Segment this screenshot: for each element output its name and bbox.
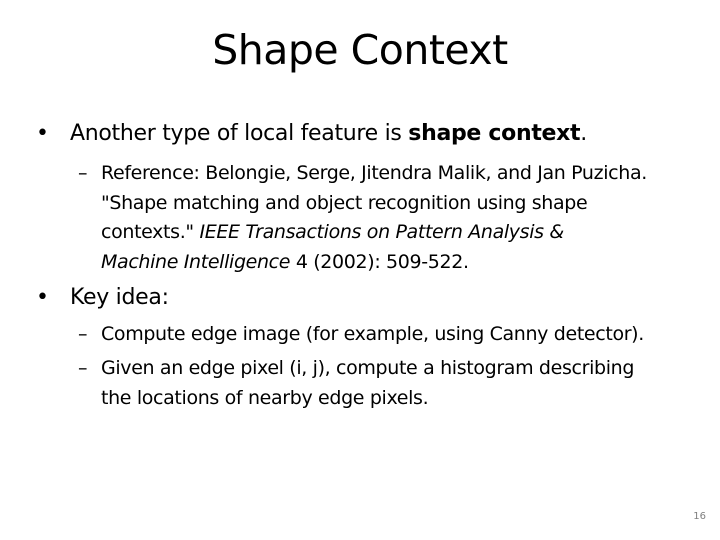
page-number: 16	[693, 511, 706, 522]
bullet-text-suffix: .	[580, 121, 587, 146]
sub-bullet-text: Compute edge image (for example, using Canny detector).	[101, 323, 644, 345]
reference-line-3	[101, 218, 564, 248]
bullet-text	[70, 120, 587, 148]
reference-line-3-plain: contexts."	[101, 221, 200, 243]
bullet-text-prefix: Another type of local feature is	[70, 121, 409, 146]
reference-line-1: Reference: Belongie, Serge, Jitendra Malik, and Jan Puzicha.	[101, 162, 647, 184]
reference-journal-title-end: Machine Intelligence	[101, 250, 291, 273]
sub-bullet-text-line-1: Given an edge pixel (i, j), compute a histogram describing	[101, 357, 635, 379]
bullet-marker: •	[36, 285, 49, 310]
dash-marker: –	[78, 357, 88, 379]
reference-line-4	[101, 248, 469, 278]
bullet-text: Key idea:	[70, 285, 169, 310]
slide-title: Shape Context	[212, 26, 508, 74]
reference-journal-title: IEEE Transactions on Pattern Analysis &	[199, 221, 564, 243]
reference-volume-pages: 4 (2002): 509-522.	[290, 250, 469, 273]
bullet-marker: •	[36, 121, 49, 146]
dash-marker: –	[78, 162, 88, 184]
bullet-text-bold: shape context	[408, 121, 581, 146]
dash-marker: –	[78, 323, 88, 345]
sub-bullet-text-line-2: the locations of nearby edge pixels.	[101, 386, 429, 409]
reference-line-2: "Shape matching and object recognition using shape	[101, 191, 588, 214]
